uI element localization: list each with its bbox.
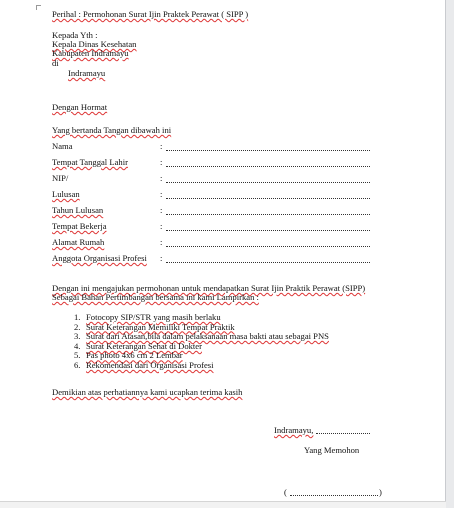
closing-line: Demikian atas perhatiannya kami ucapkan terima kasih [52,387,243,397]
field-blank[interactable] [166,150,370,151]
intro-line: Yang bertanda Tangan dibawah ini [52,125,172,135]
signature-close-paren: ) [379,487,382,497]
list-item: 1. Fotocopy SIP/STR yang masih berlaku [74,312,221,322]
recipient-line-2: Kabupaten Indramayu [52,48,129,58]
field-label-tempat-bekerja: Tempat Bekerja [52,221,107,231]
body-line-2: Sebagai Bahan Pertimbangan bersama ini kami Lampirkan : [52,292,259,302]
field-colon: : [160,157,163,167]
field-label-tahun-lulusan: Tahun Lulusan [52,205,104,215]
requirements-list [74,313,329,371]
date-blank[interactable] [316,433,370,434]
field-colon: : [160,253,163,263]
field-blank[interactable] [166,230,370,231]
field-blank[interactable] [166,214,370,215]
salutation: Dengan Hormat [52,102,108,112]
list-item: 5. Pas photo 4x6 cm 2 Lembar [74,350,183,361]
margin-mark [36,5,41,10]
field-label-lulusan: Lulusan [52,189,80,199]
di-label: di [52,58,59,68]
field-colon: : [160,205,163,215]
signature-open-paren: ( [284,487,287,497]
field-blank[interactable] [166,182,370,183]
field-colon: : [160,237,163,247]
body-line-1: Dengan ini mengajukan permohonan untuk mendapatkan Surat Ijin Praktik Perawat (SIPP) [52,283,366,293]
field-label-nip: NIP/ [52,173,69,183]
perihal-line: Perihal : Permohonan Surat Ijin Praktek Perawat ( SIPP ) [52,9,249,19]
field-label-nama: Nama [52,141,73,151]
recipient-line-1: Kepala Dinas Kesehatan [52,39,137,49]
signature-name-blank[interactable] [290,495,378,496]
field-label-ttl: Tempat Tanggal Lahir [52,157,128,167]
field-blank[interactable] [166,166,370,167]
list-item: 6. Rekomendasi dari Organisasi Profesi [74,359,214,370]
window-edge-bottom [0,501,446,508]
signature-place: Indramayu, [274,425,314,435]
field-colon: : [160,141,163,151]
field-label-alamat: Alamat Rumah [52,237,105,247]
signer-label: Yang Memohon [304,445,360,455]
field-blank[interactable] [166,262,370,263]
field-label-organisasi: Anggota Organisasi Profesi [52,253,147,263]
di-place: Indramayu [68,68,106,78]
list-item: 4. Surat Keterangan Sehat di Dokter [74,340,202,351]
field-blank[interactable] [166,198,370,199]
field-colon: : [160,221,163,231]
list-item: 3. Surat dari Atasan,bila dalam pelaksanaan masa bakti atau sebagai PNS [74,331,329,342]
kepada-label: Kepada Yth : [52,30,98,40]
list-item: 2. Surat Keterangan Memiliki Tempat Praktik [74,321,235,332]
field-colon: : [160,173,163,183]
window-edge-right [445,0,454,508]
field-colon: : [160,189,163,199]
field-blank[interactable] [166,246,370,247]
